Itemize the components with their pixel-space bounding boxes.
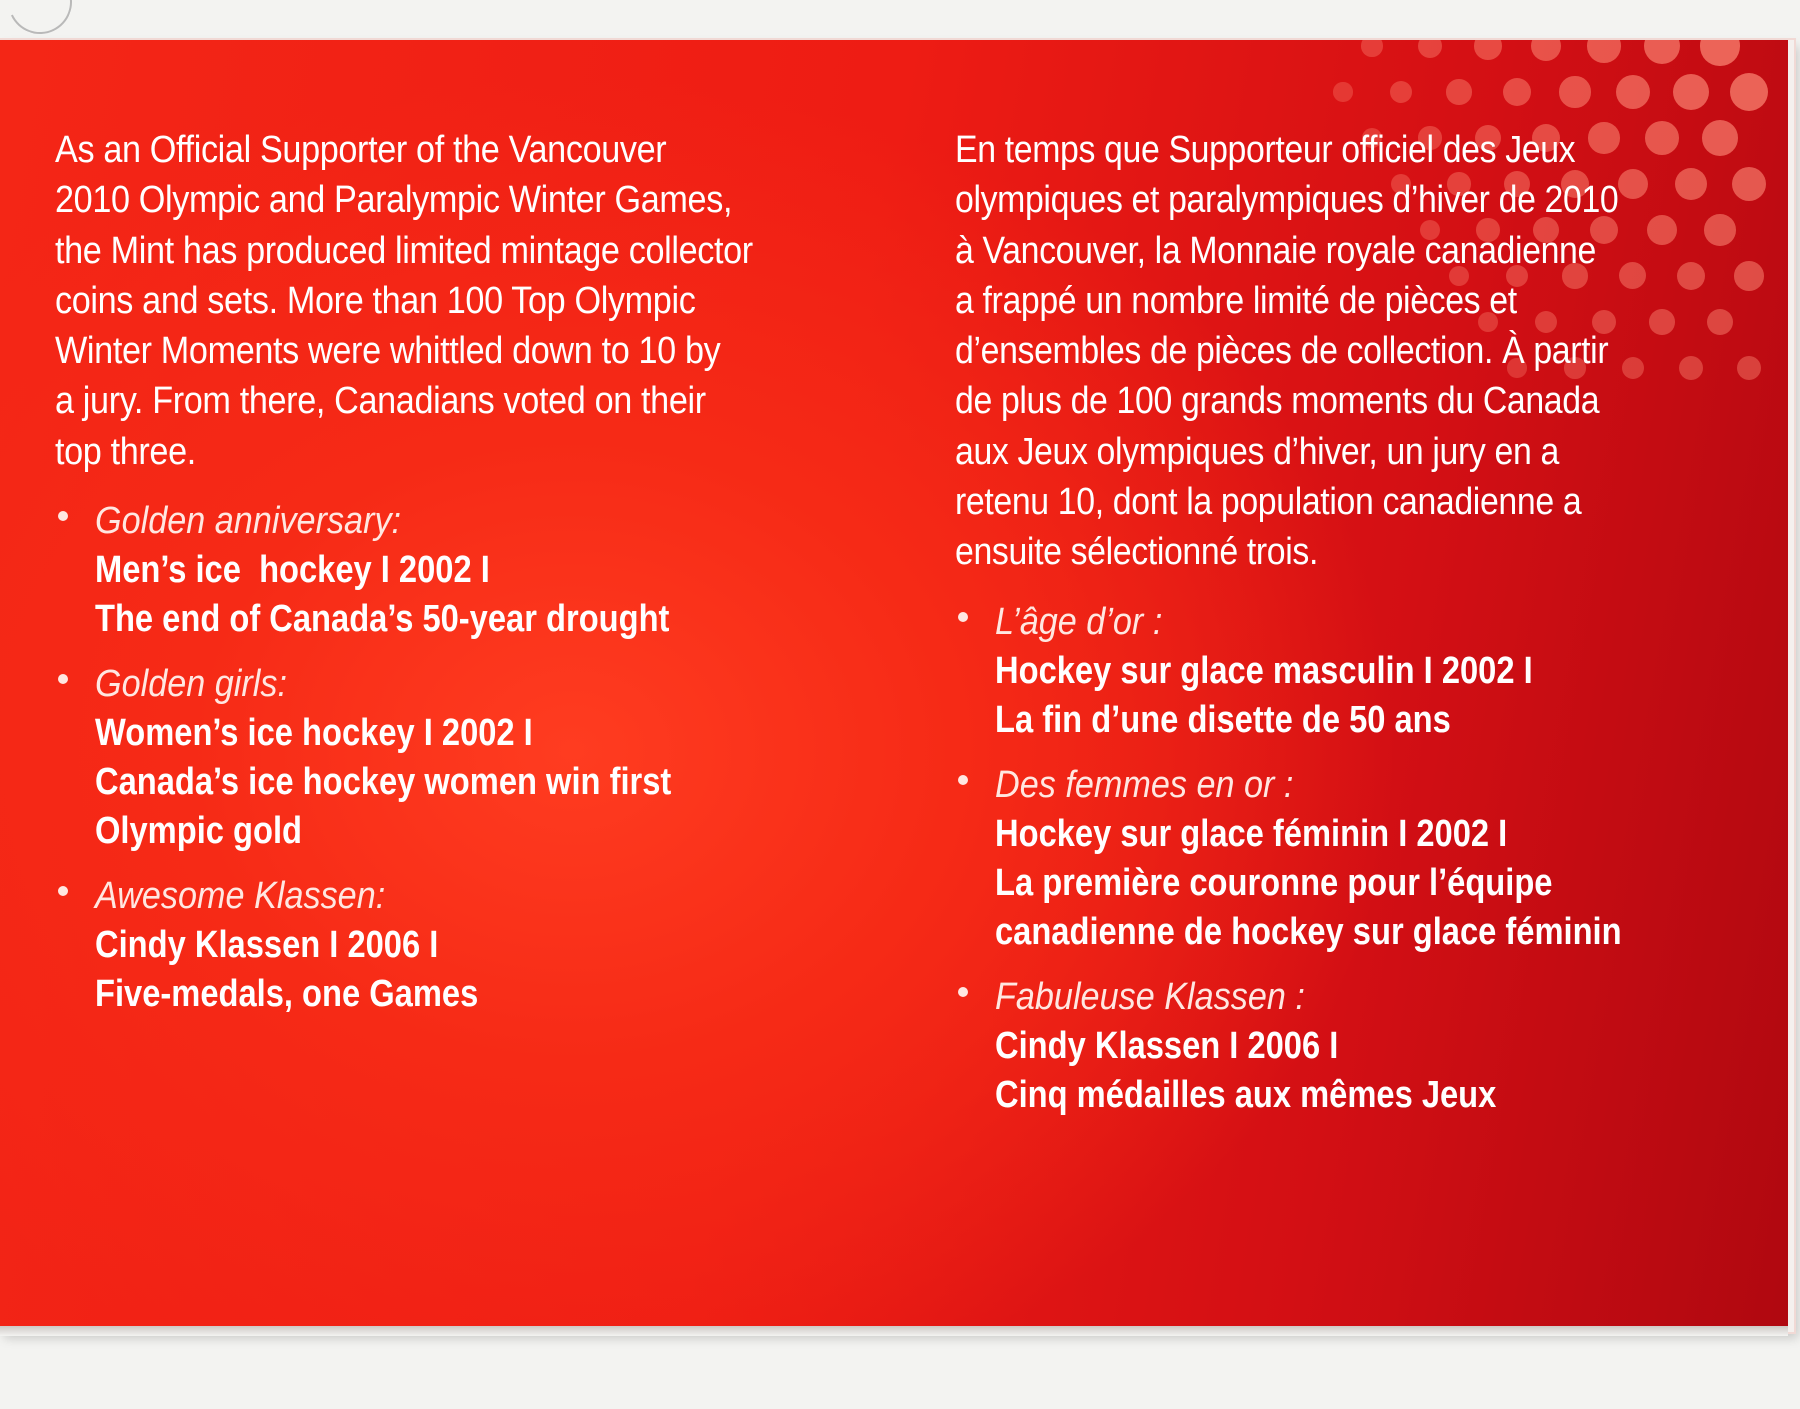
moment-description-cont: Olympic gold	[95, 810, 303, 853]
decorative-dot	[1390, 81, 1412, 103]
list-item	[955, 761, 1745, 957]
bullet-icon	[58, 511, 68, 521]
card-shadow-edge	[0, 1326, 1788, 1336]
moment-title: Golden girls:	[95, 663, 287, 706]
moment-description: Five-medals, one Games	[95, 973, 479, 1016]
bullet-icon	[58, 674, 68, 684]
moment-event: Hockey sur glace féminin I 2002 I	[995, 812, 1508, 855]
decorative-dot	[1587, 40, 1620, 63]
bullet-icon	[958, 612, 968, 622]
moment-event: Cindy Klassen I 2006 I	[95, 924, 439, 967]
bullet-icon	[958, 987, 968, 997]
list-item	[55, 497, 875, 644]
list-item	[55, 872, 875, 1019]
decorative-dot	[1333, 82, 1352, 101]
list-item	[955, 598, 1745, 745]
moment-event: Cindy Klassen I 2006 I	[995, 1024, 1339, 1067]
moment-title: Fabuleuse Klassen :	[995, 975, 1305, 1018]
moment-title: Des femmes en or :	[995, 763, 1294, 806]
scan-artifact	[0, 0, 81, 43]
decorative-dot	[1446, 79, 1471, 104]
list-item	[955, 973, 1745, 1120]
moment-description: La première couronne pour l’équipe	[995, 861, 1553, 904]
bullet-icon	[58, 886, 68, 896]
decorative-dot	[1730, 73, 1769, 112]
decorative-dot	[1700, 40, 1739, 66]
decorative-dot	[1503, 78, 1531, 106]
moment-description: Cinq médailles aux mêmes Jeux	[995, 1073, 1497, 1116]
bullet-icon	[958, 775, 968, 785]
french-column	[955, 125, 1745, 1136]
moment-title: Golden anniversary:	[95, 500, 402, 543]
decorative-dot	[1673, 74, 1710, 111]
decorative-dot	[1644, 40, 1680, 64]
decorative-dot	[1531, 40, 1561, 61]
moment-title: Awesome Klassen:	[95, 875, 386, 918]
list-item	[55, 660, 875, 856]
english-moments-list	[55, 497, 875, 1019]
moment-description: The end of Canada’s 50-year drought	[95, 598, 670, 641]
moment-description: Canada’s ice hockey women win first	[95, 761, 672, 804]
red-insert-card	[0, 40, 1794, 1332]
decorative-dot	[1361, 40, 1382, 57]
decorative-dot	[1616, 75, 1650, 109]
decorative-dot	[1418, 40, 1442, 58]
decorative-dot	[1559, 76, 1590, 107]
decorative-dot	[1474, 40, 1501, 60]
english-column	[55, 125, 875, 1035]
french-intro: En temps que Supporteur officiel des Jeux olympiques et paralympiques d’hiver de 2010 à Vancouver, la Monnaie royale canadienne a frappé un nombre limité de pièces et d’ensembles de pièces de collection. À partir de plus de 100 grands moments du Canada aux Jeux olympiques d’hiver, un jury en a retenu 10, dont la population canadienne a ensuite sélectionné trois.	[955, 129, 1619, 574]
moment-title: L’âge d’or :	[995, 600, 1163, 643]
moment-event: Men’s ice hockey I 2002 I	[95, 549, 490, 592]
moment-description-cont: canadienne de hockey sur glace féminin	[995, 910, 1622, 953]
english-intro: As an Official Supporter of the Vancouver 2010 Olympic and Paralympic Winter Games, the Mint has produced limited mintage collector coins and sets. More than 100 Top Olympic Winter Moments were whittled down to 10 by a jury. From there, Canadians voted on their top three.	[55, 129, 753, 473]
moment-description: La fin d’une disette de 50 ans	[995, 698, 1451, 741]
french-moments-list	[955, 598, 1745, 1120]
moment-event: Women’s ice hockey I 2002 I	[95, 712, 533, 755]
moment-event: Hockey sur glace masculin I 2002 I	[995, 649, 1533, 692]
